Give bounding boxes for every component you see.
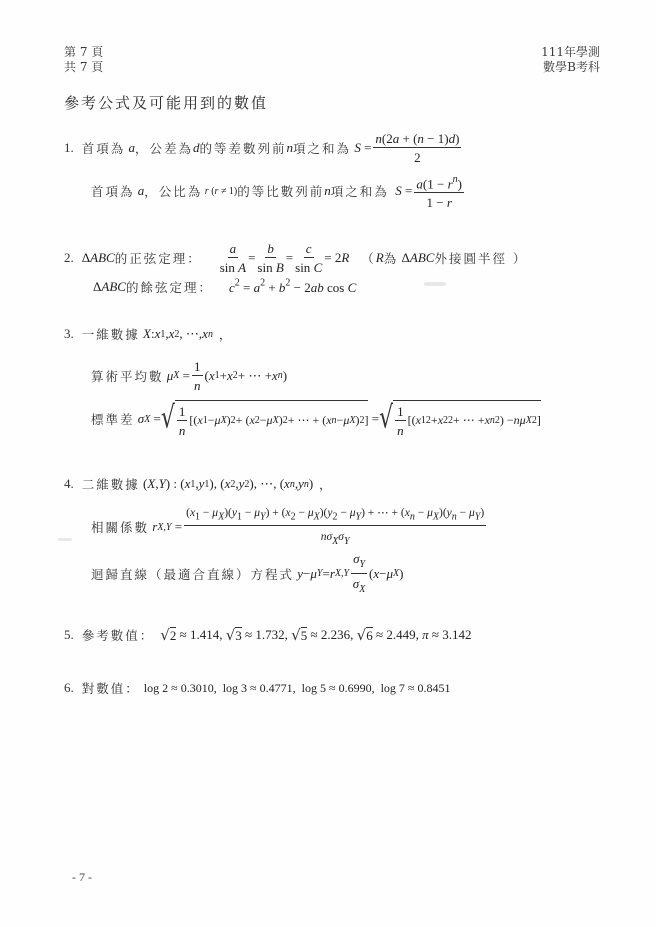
pi-value: 3.142 [442,627,472,642]
page-header-right [541,45,600,75]
log3-value: 0.4771 [259,680,293,695]
page-index: 第 7 頁 [64,45,104,59]
formula-item-6: 6. 對數值： log 2 ≈ 0.3010 , log 3 ≈ 0.4771 , log 5 ≈ 0.6990 , log 7 ≈ 0.8451 [64,680,451,696]
section-title: 參考公式及可能用到的數值 [64,94,269,112]
item-number: 2. [64,249,74,265]
page-header-left [64,45,103,75]
std-dev-formula-alt: √ $\frac{1}{n}$ [( x 1 2 + x 2 2 + ⋯ + x n 2 ) − nμ X 2 ] [379,400,541,438]
formula-item-3-line-1: 3. 一維數據 X : x 1 , x 2 , ⋯, x n ， [64,326,234,342]
arithmetic-sum-formula: $\frac{n(2a + (n - 1)d)}{2}$ [375,131,460,165]
regression-formula: $\frac{\sigma_Y}{\sigma_X}$ [352,551,366,596]
item-number: 3. [64,326,74,341]
exam-subject: 數學B考科 [543,60,600,74]
formula-item-4-line-1: 4. 二維數據 ( X , Y ) : ( x 1 , y 1 ), ( x 2 , y 2 ), ⋯, ( x n , y n ) ， [64,476,334,492]
formula-item-4-line-2: 相關係數 r X,Y = $(x_1 - \mu_X)(y_1 - \mu_Y) + (x_2 - \mu_X)(y_2 - \mu_Y)$ + ⋯ + $(x_n - \mu_X)(y_n - \mu_Y)$ $n\sigma_X\sigma_Y$ [91,507,485,548]
formula-item-4-line-3: 迴歸直線（最適合直線）方程式 y − μ Y = r X,Y $\frac{\sigma_Y}{\sigma_X}$ ( x − μ X ) [91,551,404,596]
formula-item-5: 5. 參考數值： √ 2 ≈ 1.414 , √ 3 ≈ 1.732 , √ 5 ≈ 2.236 , √ 6 ≈ 2.449 , π ≈ 3.142 [64,626,472,644]
geometric-sum-formula: $\frac{a(1 - r^n)}{1 - r}$ [416,174,462,211]
scan-artifact [424,282,446,286]
reference-values-label: 參考數值： [81,628,155,643]
log-values-label: 對數值： [81,681,140,696]
formula-item-3-line-3: 標準差 σ X = √ $\frac{1}{n}$ [( x 1 − μ X ) 2 + ( x 2 − μ X ) 2 + ⋯ + ( x n − μ X ) 2 ] = √ $\frac{1}{n}$ [( x 1 2 + x 2 2 + ⋯ + x n 2 ) − nμ X 2 ] [91,400,541,438]
log5-value: 0.6990 [338,680,372,695]
sqrt2-value: 1.414 [189,627,220,642]
sqrt5-value: 2.236 [320,627,351,642]
correlation-formula: $(x_1 - \mu_X)(y_1 - \mu_Y) + (x_2 - \mu_X)(y_2 - \mu_Y)$ + ⋯ + $(x_n - \mu_X)(y_n - \mu_Y)$ $n\sigma_X\sigma_Y$ [186,507,485,548]
formula-item-3-line-2: 算術平均數 μ X = $\frac{1}{n}$ ( x 1 + x 2 + ⋯ + x n ) [91,359,288,393]
item-number: 6. [64,680,74,695]
log7-value: 0.8451 [417,680,451,695]
law-of-cosines-formula: $c^2 = a^2 + b^2 - 2ab$ cos C [228,277,357,295]
exam-name: 111年學測 [541,45,600,59]
sqrt3-value: 1.732 [255,627,285,642]
page-number-footer: - 7 - [72,870,92,884]
log2-value: 0.3010 [180,680,214,695]
formula-item-1-line-2: 首項為 a ，公比為 r ( r ≠ 1) 的等比數列前 n 項之和為 S = $\frac{a(1 - r^n)}{1 - r}$ [91,174,462,211]
sqrt6-value: 2.449 [386,627,416,642]
law-of-sines-formula: $\frac{a}{\text{sin A}}$ [219,241,247,275]
formula-item-2-line-1: 2. Δ ABC 的正弦定理： $\frac{a}{\text{sin A}}$ = $\frac{b}{\text{sin B}}$ = $\frac{c}{\text{sin C}}$ = 2 R （ R 為 Δ ABC 外接圓半徑 ） [64,241,528,275]
mean-formula: $\frac{1}{n}$ [194,359,201,393]
page-total: 共 7 頁 [64,60,104,74]
std-dev-formula: √ $\frac{1}{n}$ [( x 1 − μ X ) 2 + ( x 2 − μ X ) 2 + ⋯ + ( x n − μ X ) 2 ] [160,400,369,438]
scan-artifact [58,538,72,541]
item-number: 1. [64,139,74,155]
item-number: 5. [64,627,74,642]
formula-item-2-line-2: Δ ABC 的餘弦定理： $c^2 = a^2 + b^2 - 2ab$ cos C [93,277,357,295]
item-number: 4. [64,476,74,491]
formula-item-1-line-1: 1. 首項為 a ，公差為 d 的等差數列前 n 項之和為 S = $\frac{n(2a + (n - 1)d)}{2}$ [64,131,460,165]
